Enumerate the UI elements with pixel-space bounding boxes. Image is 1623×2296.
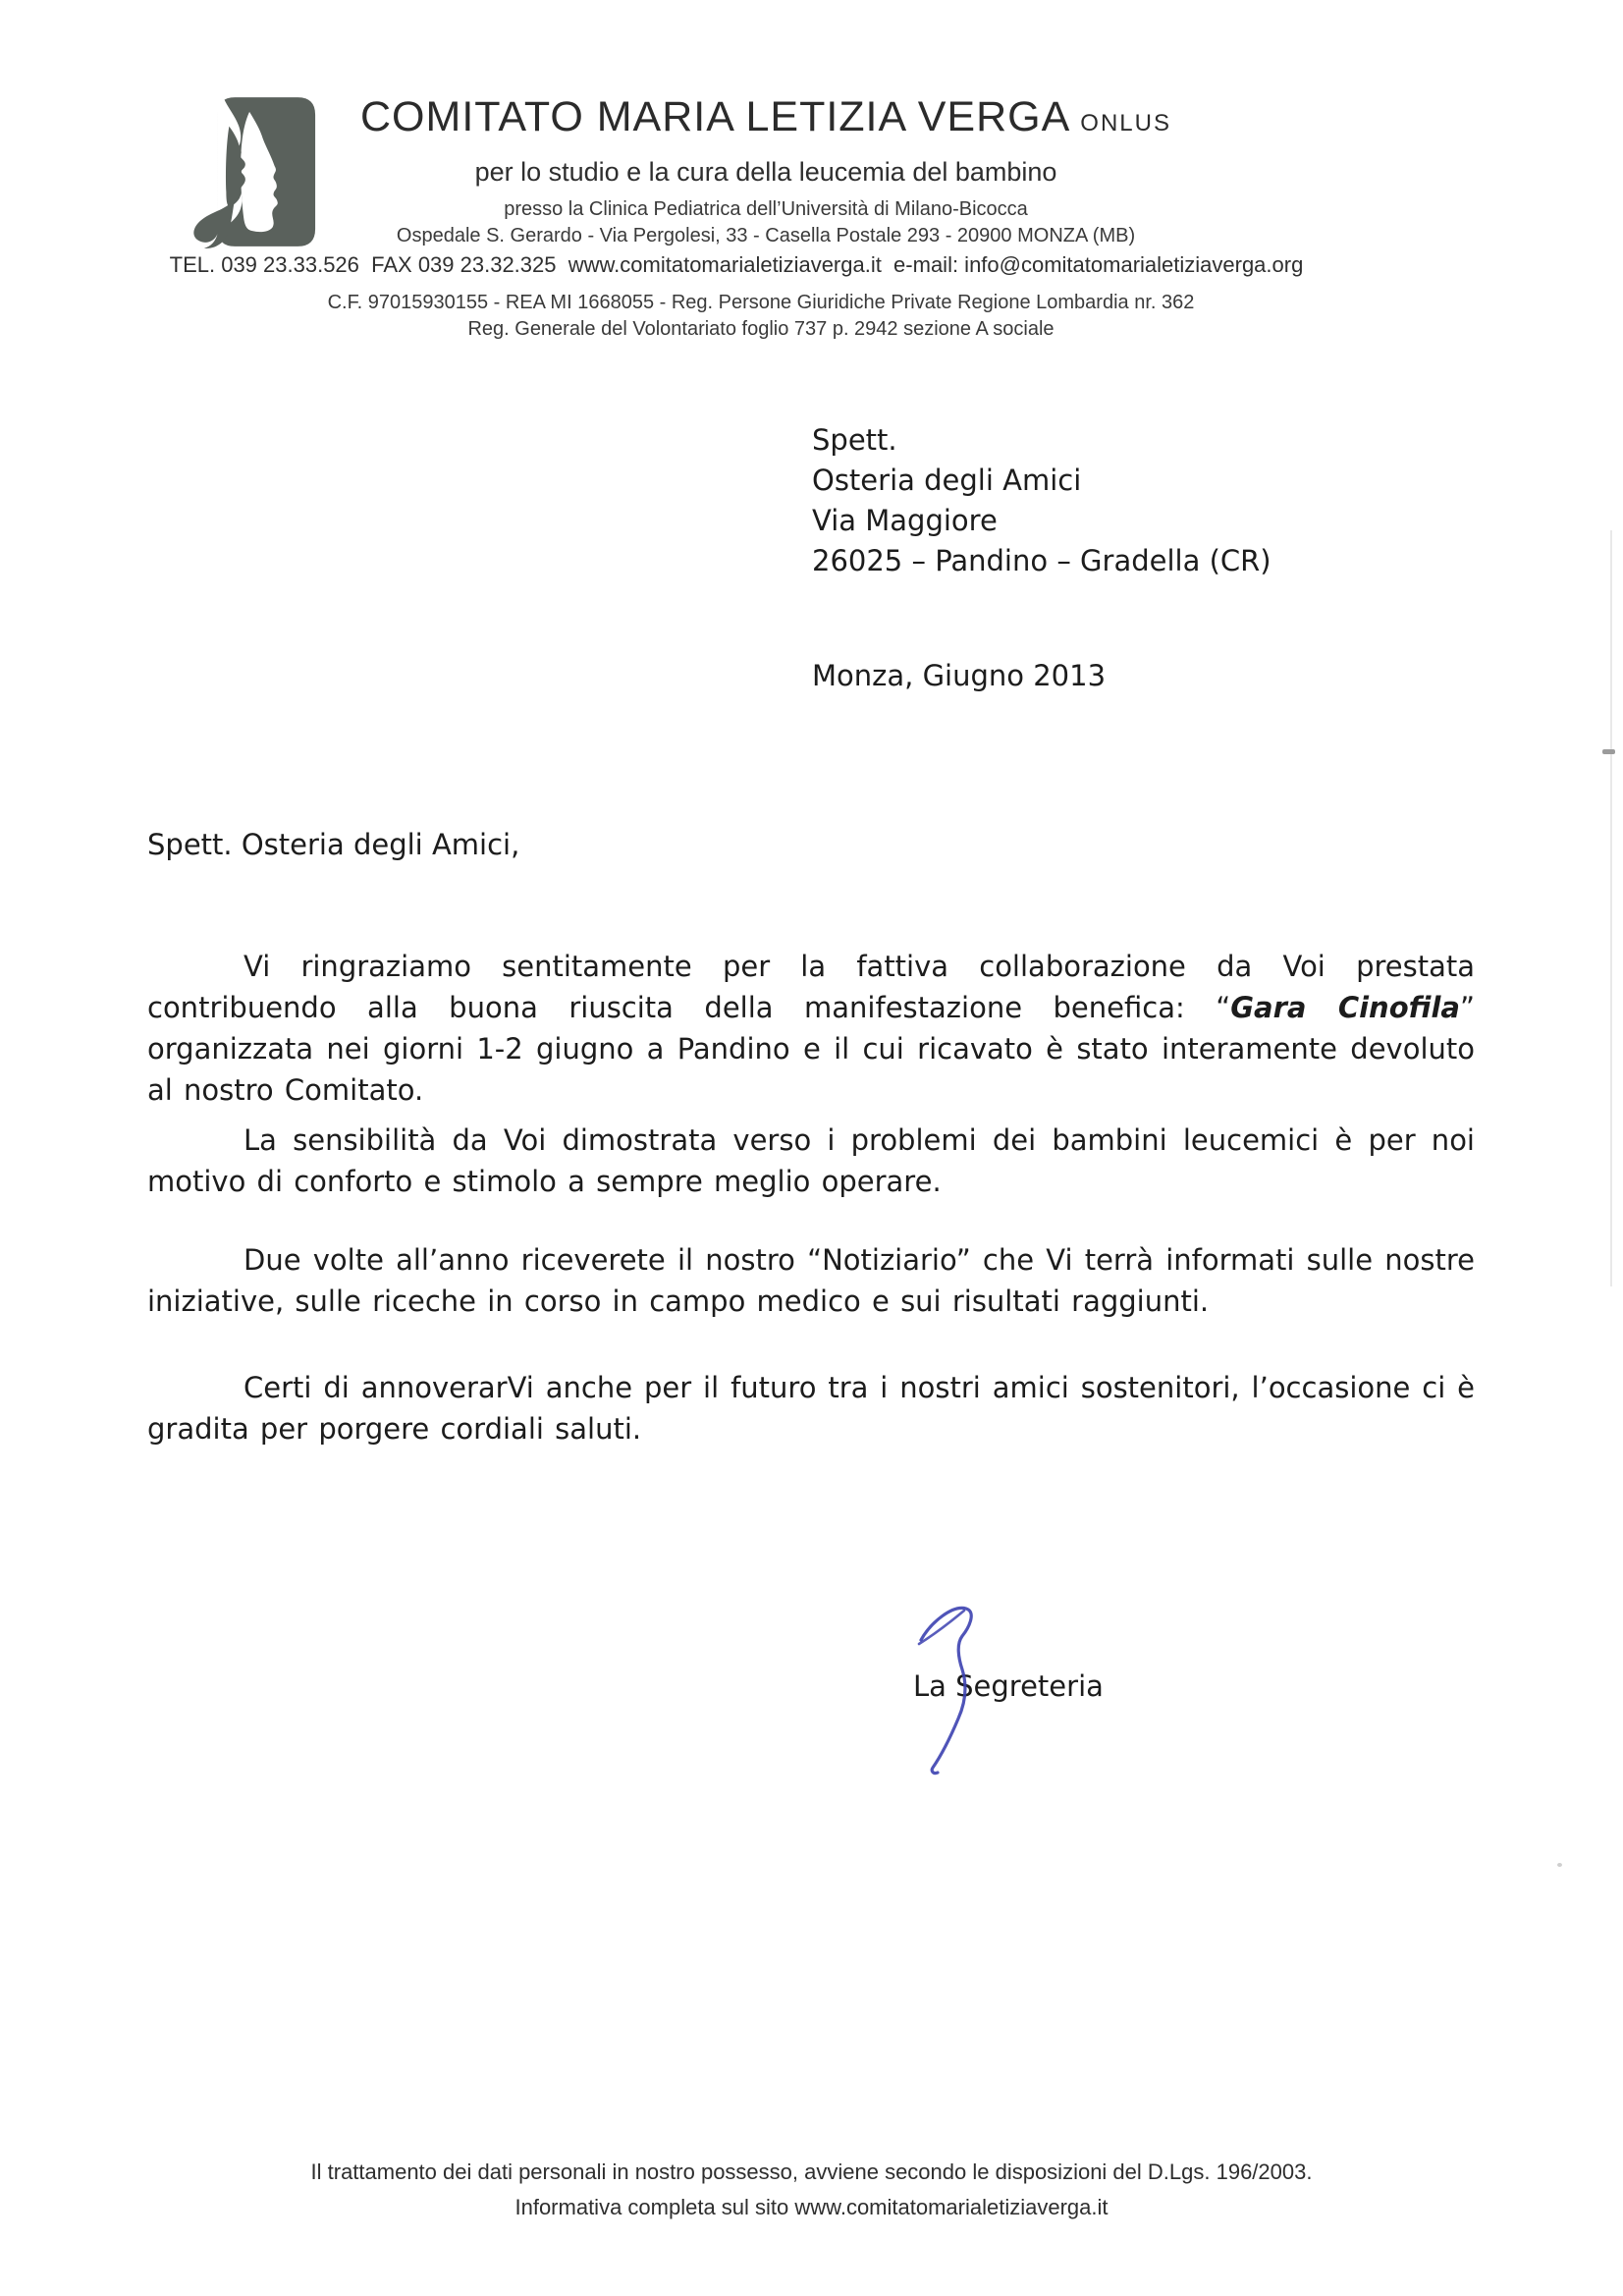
salutation: Spett. Osteria degli Amici, (147, 828, 520, 861)
recipient-line: Via Maggiore (812, 504, 998, 537)
organization-name: COMITATO MARIA LETIZIA VERGA (360, 93, 1071, 140)
signature-stroke-main (921, 1608, 971, 1773)
hospital-address-line: Ospedale S. Gerardo - Via Pergolesi, 33 - Casella Postale 293 - 20900 MONZA (MB) (396, 225, 1136, 246)
organization-tagline: per lo studio e la cura della leucemia del bambino (474, 157, 1057, 187)
paragraph-text: ” organizzata nei giorni 1-2 giugno a Pandino e il cui ricavato è stato interamente devoluto al nostro Comitato. (147, 991, 1475, 1107)
recipient-line: Spett. (812, 423, 897, 457)
paragraph-newsletter: Due volte all’anno riceverete il nostro “Notiziario” che Vi terrà informati sulle nostre iniziative, sulle riceche in corso in campo medico e sui risultati raggiunti. (147, 1243, 1475, 1318)
privacy-footer (0, 2155, 1623, 2225)
signature-label: La Segreteria (913, 1669, 1104, 1703)
paragraph-text: Vi ringraziamo sentitamente per la fattiva collaborazione da Voi prestata contribuendo alla buona riuscita della manifestazione benefica: “ (147, 950, 1475, 1024)
recipient-line: Osteria degli Amici (812, 464, 1082, 497)
date-line: Monza, Giugno 2013 (812, 659, 1107, 692)
event-name: Gara Cinofila (1230, 991, 1460, 1024)
signature-ink (901, 1597, 1009, 1779)
registry-line-2: Reg. Generale del Volontariato foglio 737 p. 2942 sezione A sociale (467, 318, 1055, 340)
scan-dot-artifact (1557, 1863, 1562, 1867)
clinic-line: presso la Clinica Pediatrica dell’Università di Milano-Bicocca (504, 198, 1028, 220)
recipient-address-block (812, 420, 1271, 581)
registry-line-1: C.F. 97015930155 - REA MI 1668055 - Reg. Persone Giuridiche Private Regione Lombardia nr. 362 (327, 292, 1195, 313)
paragraph-sensitivity: La sensibilità da Voi dimostrata verso i problemi dei bambini leucemici è per noi motivo di conforto e stimolo a sempre meglio operare. (147, 1123, 1475, 1198)
paragraph-thanks (147, 946, 1475, 1111)
organization-suffix: ONLUS (1080, 110, 1171, 137)
paragraph-closing: Certi di annoverarVi anche per il futuro tra i nostri amici sostenitori, l’occasione ci è gradita per porgere cordiali saluti. (147, 1371, 1475, 1446)
letterhead (0, 91, 1532, 249)
scan-dash-artifact (1602, 749, 1615, 754)
organization-title-line (0, 91, 1532, 149)
privacy-line-2: Informativa completa sul sito www.comitatomarialetiziaverga.it (514, 2195, 1109, 2219)
scan-streak-artifact (1610, 530, 1612, 1286)
privacy-line-1: Il trattamento dei dati personali in nostro possesso, avviene secondo le disposizioni del D.Lgs. 196/2003. (310, 2159, 1313, 2184)
recipient-line: 26025 – Pandino – Gradella (CR) (812, 544, 1271, 577)
contacts-line: TEL. 039 23.33.526 FAX 039 23.32.325 www.comitatomarialetiziaverga.it e-mail: info@comitatomarialetiziaverga.org (169, 252, 1304, 277)
